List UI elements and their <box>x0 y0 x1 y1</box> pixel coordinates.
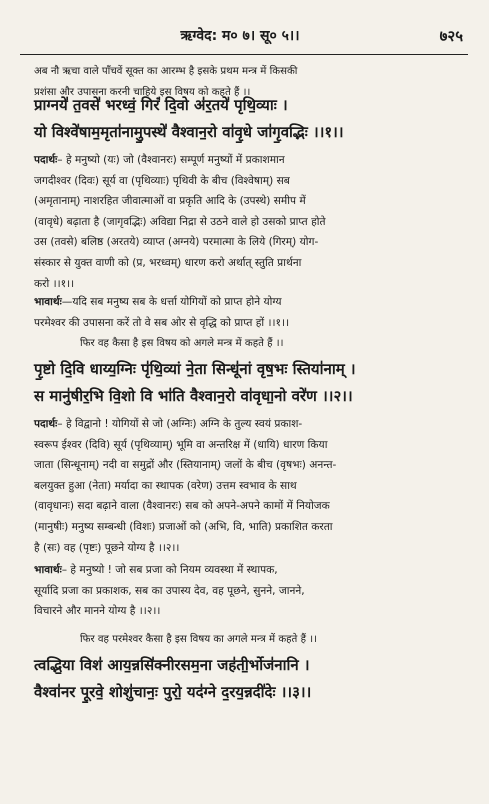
section-2 <box>34 334 464 355</box>
padartha-label: पदार्थः <box>34 154 58 166</box>
section-intro: अब नौ ऋचा वाले पाँचवें सूक्त का आरम्भ है इसके प्रथम मन्त्र में किसकी प्रशंसा और उपासना करनी चाहिये इस विषय को कहते हैं ।। <box>34 66 298 98</box>
running-head: ऋग्वेद: म० ७। सू० ५।। <box>180 28 300 44</box>
bhavartha-text: —यदि सब मनुष्य सब के धर्त्ता योगियों को प्राप्त होने योग्य परमेश्वर की उपासना करें तो वे सब ओर से वृद्धि को प्राप्त हों ।।१।। <box>34 296 290 329</box>
bhavartha-label: भावार्थः <box>34 296 62 308</box>
section-2-bhavartha <box>34 560 464 622</box>
padartha-text: – हे मनुष्यो (यः) जो (वैश्वानरः) सम्पूर्ण मनुष्यों में प्रकाशमान जगदीश्वर (दिवः) सूर्य वा (पृथिव्याः) पृथिवी के बीच (विश्वेषाम्) सब (अमृतानाम्) नाशरहित जीवात्माओं वा प्रकृति आदि के (उपस्थे) समीप में (वावृधे) बढ़ाता है (जागृवद्भिः) अविद्या निद्रा से उठने वाले हो उसको प्राप्त होते उस (तवसे) बलिष्ठ (अरतये) व्याप्त (अग्नये) परमात्मा के लिये (गिरम्) योग- संस्कार से युक्त वाणी को (प्र, भरध्वम्) धारण करो अर्थात् स्तुति प्रार्थना करो ।।१।। <box>34 154 326 290</box>
padartha-text: – हे विद्वानो ! योगियों से जो (अग्निः) अग्नि के तुल्य स्वयं प्रकाश- स्वरूप ईश्वर (दिवि) सूर्य (पृथिव्याम्) भूमि वा अन्तरिक्ष में (धायि) धारण किया जाता (सिन्धूनाम्) नदी वा समुद्रों और (स्तियानाम्) जलों के बीच (वृषभः) अनन्त- बलयुक्त हुआ (नेता) मर्यादा का स्थापक (वरेण) उत्तम स्वभाव के साथ (वावृधानः) सदा बढ़ाने वाला (वैश्वानरः) सब को अपने-अपने कामों में नियोजक (मानुषीः) मनुष्य सम्बन्धी (विशः) प्रजाओं को (अभि, वि, भाति) प्रकाशित करता है (सः) वह (पृष्टः) पूछने योग्य है ।।२।। <box>34 418 337 554</box>
mantra-verse: पृ॒ष्टो दि॒वि धाय्य॒ग्निः पृ॑थि॒व्यां ने॒ता सिन्धू॑नां वृष॒भः स्तिया॑नाम् । स मानु॑षीर॒भि वि॒शो वि भा॑ति वैश्वान॒रो वा॑वृधा॒नो वरे॑ण ।।२।। <box>34 360 356 405</box>
section-intro: फिर वह परमेश्वर कैसा है इस विषय का अगले मन्त्र में कहते हैं ।। <box>80 634 317 645</box>
padartha-label: पदार्थः <box>34 418 58 430</box>
section-3 <box>34 630 464 651</box>
section-3-verse <box>34 652 464 706</box>
mantra-verse: प्राग्नये॑ त॒वसे॑ भरध्वं॒ गिरं॑ दि॒वो अ॑र॒तये॑ पृथि॒व्याः । यो विश्वे॑षाम॒मृता॑नामु॒पस्थे॑ वैश्वान॒रो वा॑वृ॒धे जा॑गृ॒वद्भिः ।।१।। <box>34 96 344 141</box>
section-1-padartha <box>34 150 464 294</box>
bhavartha-text: – हे मनुष्यो ! जो सब प्रजा को नियम व्यवस्था में स्थापक, सूर्यादि प्रजा का प्रकाशक, सब का उपास्य देव, वह पूछने, सुनने, जानने, विचारने और मानने योग्य है ।।२।। <box>34 564 305 618</box>
section-intro: फिर वह कैसा है इस विषय को अगले मन्त्र में कहते हैं ।। <box>80 338 284 349</box>
header-rule <box>20 54 468 55</box>
page-header <box>0 26 489 50</box>
mantra-verse: त्वद्भि॒या विश॑ आय॒न्नसि॑क्नीरसम॒ना जह॑ती॒र्भोज॑नानि । वैश्वा॑नर पू॒रवे॒ शोशु॑चानः॒ पुरो॒ यद॑ग्ने द॒रय॒न्नदी॑देः ।।३।। <box>34 656 312 701</box>
section-1-verse <box>34 92 464 146</box>
page-number: ७२५ <box>439 27 463 45</box>
bhavartha-label: भावार्थः <box>34 564 62 576</box>
section-1-bhavartha <box>34 292 464 333</box>
section-2-padartha <box>34 414 464 558</box>
section-2-verse <box>34 356 464 410</box>
